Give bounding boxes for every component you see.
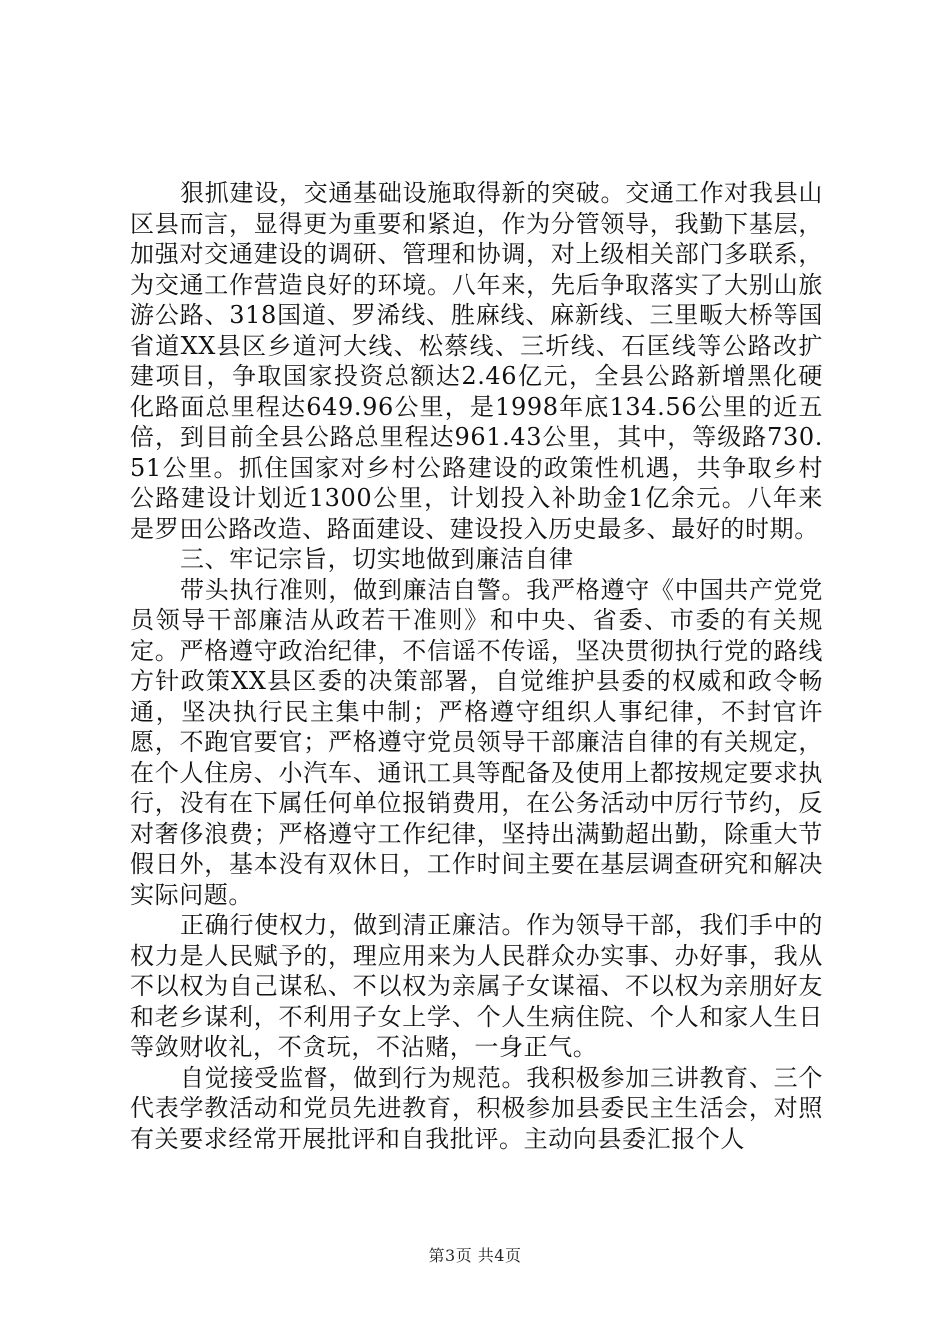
paragraph-transport-construction: 狠抓建设，交通基础设施取得新的突破。交通工作对我县山区县而言，显得更为重要和紧迫，作为分管领导，我勤下基层，加强对交通建设的调研、管理和协调，对上级相关部门多联系，为交通工作营造良好的环境。八年来，先后争取落实了大别山旅游公路、318国道、罗浠线、胜麻线、麻新线、三里畈大桥等国省道XX县区乡道河大线、松蔡线、三圻线、石匡线等公路改扩建项目，争取国家投资总额达2.46亿元，全县公路新增黑化硬化路面总里程达649.96公里，是1998年底134.56公里的近五倍，到目前全县公路总里程达961.43公里，其中，等级路730.51公里。抓住国家对乡村公路建设的政策性机遇，共争取乡村公路建设计划近1300公里，计划投入补助金1亿余元。八年来是罗田公路改造、路面建设、建设投入历史最多、最好的时期。 xyxy=(130,179,823,543)
page-number-footer: 第3页 共4页 xyxy=(428,1246,522,1265)
document-body xyxy=(130,178,823,1154)
section-heading-integrity: 三、牢记宗旨，切实地做到廉洁自律 xyxy=(180,545,574,573)
paragraph-use-power: 正确行使权力，做到清正廉洁。作为领导干部，我们手中的权力是人民赋予的，理应用来为人民群众办实事、办好事，我从不以权为自己谋私、不以权为亲属子女谋福、不以权为亲朋好友和老乡谋利，不利用子女上学、个人生病住院、个人和家人生日等敛财收礼，不贪玩，不沾赌，一身正气。 xyxy=(130,911,823,1061)
paragraph-accept-supervision: 自觉接受监督，做到行为规范。我积极参加三讲教育、三个代表学教活动和党员先进教育，积极参加县委民主生活会，对照有关要求经常开展批评和自我批评。主动向县委汇报个人 xyxy=(130,1063,823,1153)
paragraph-follow-rules: 带头执行准则，做到廉洁自警。我严格遵守《中国共产党党员领导干部廉洁从政若干准则》和中央、省委、市委的有关规定。严格遵守政治纪律，不信谣不传谣，坚决贯彻执行党的路线方针政策XX县区委的决策部署，自觉维护县委的权威和政令畅通，坚决执行民主集中制；严格遵守组织人事纪律，不封官许愿，不跑官要官；严格遵守党员领导干部廉洁自律的有关规定，在个人住房、小汽车、通讯工具等配备及使用上都按规定要求执行，没有在下属任何单位报销费用，在公务活动中厉行节约，反对奢侈浪费；严格遵守工作纪律，坚持出满勤超出勤，除重大节假日外，基本没有双休日，工作时间主要在基层调查研究和解决实际问题。 xyxy=(130,575,823,909)
